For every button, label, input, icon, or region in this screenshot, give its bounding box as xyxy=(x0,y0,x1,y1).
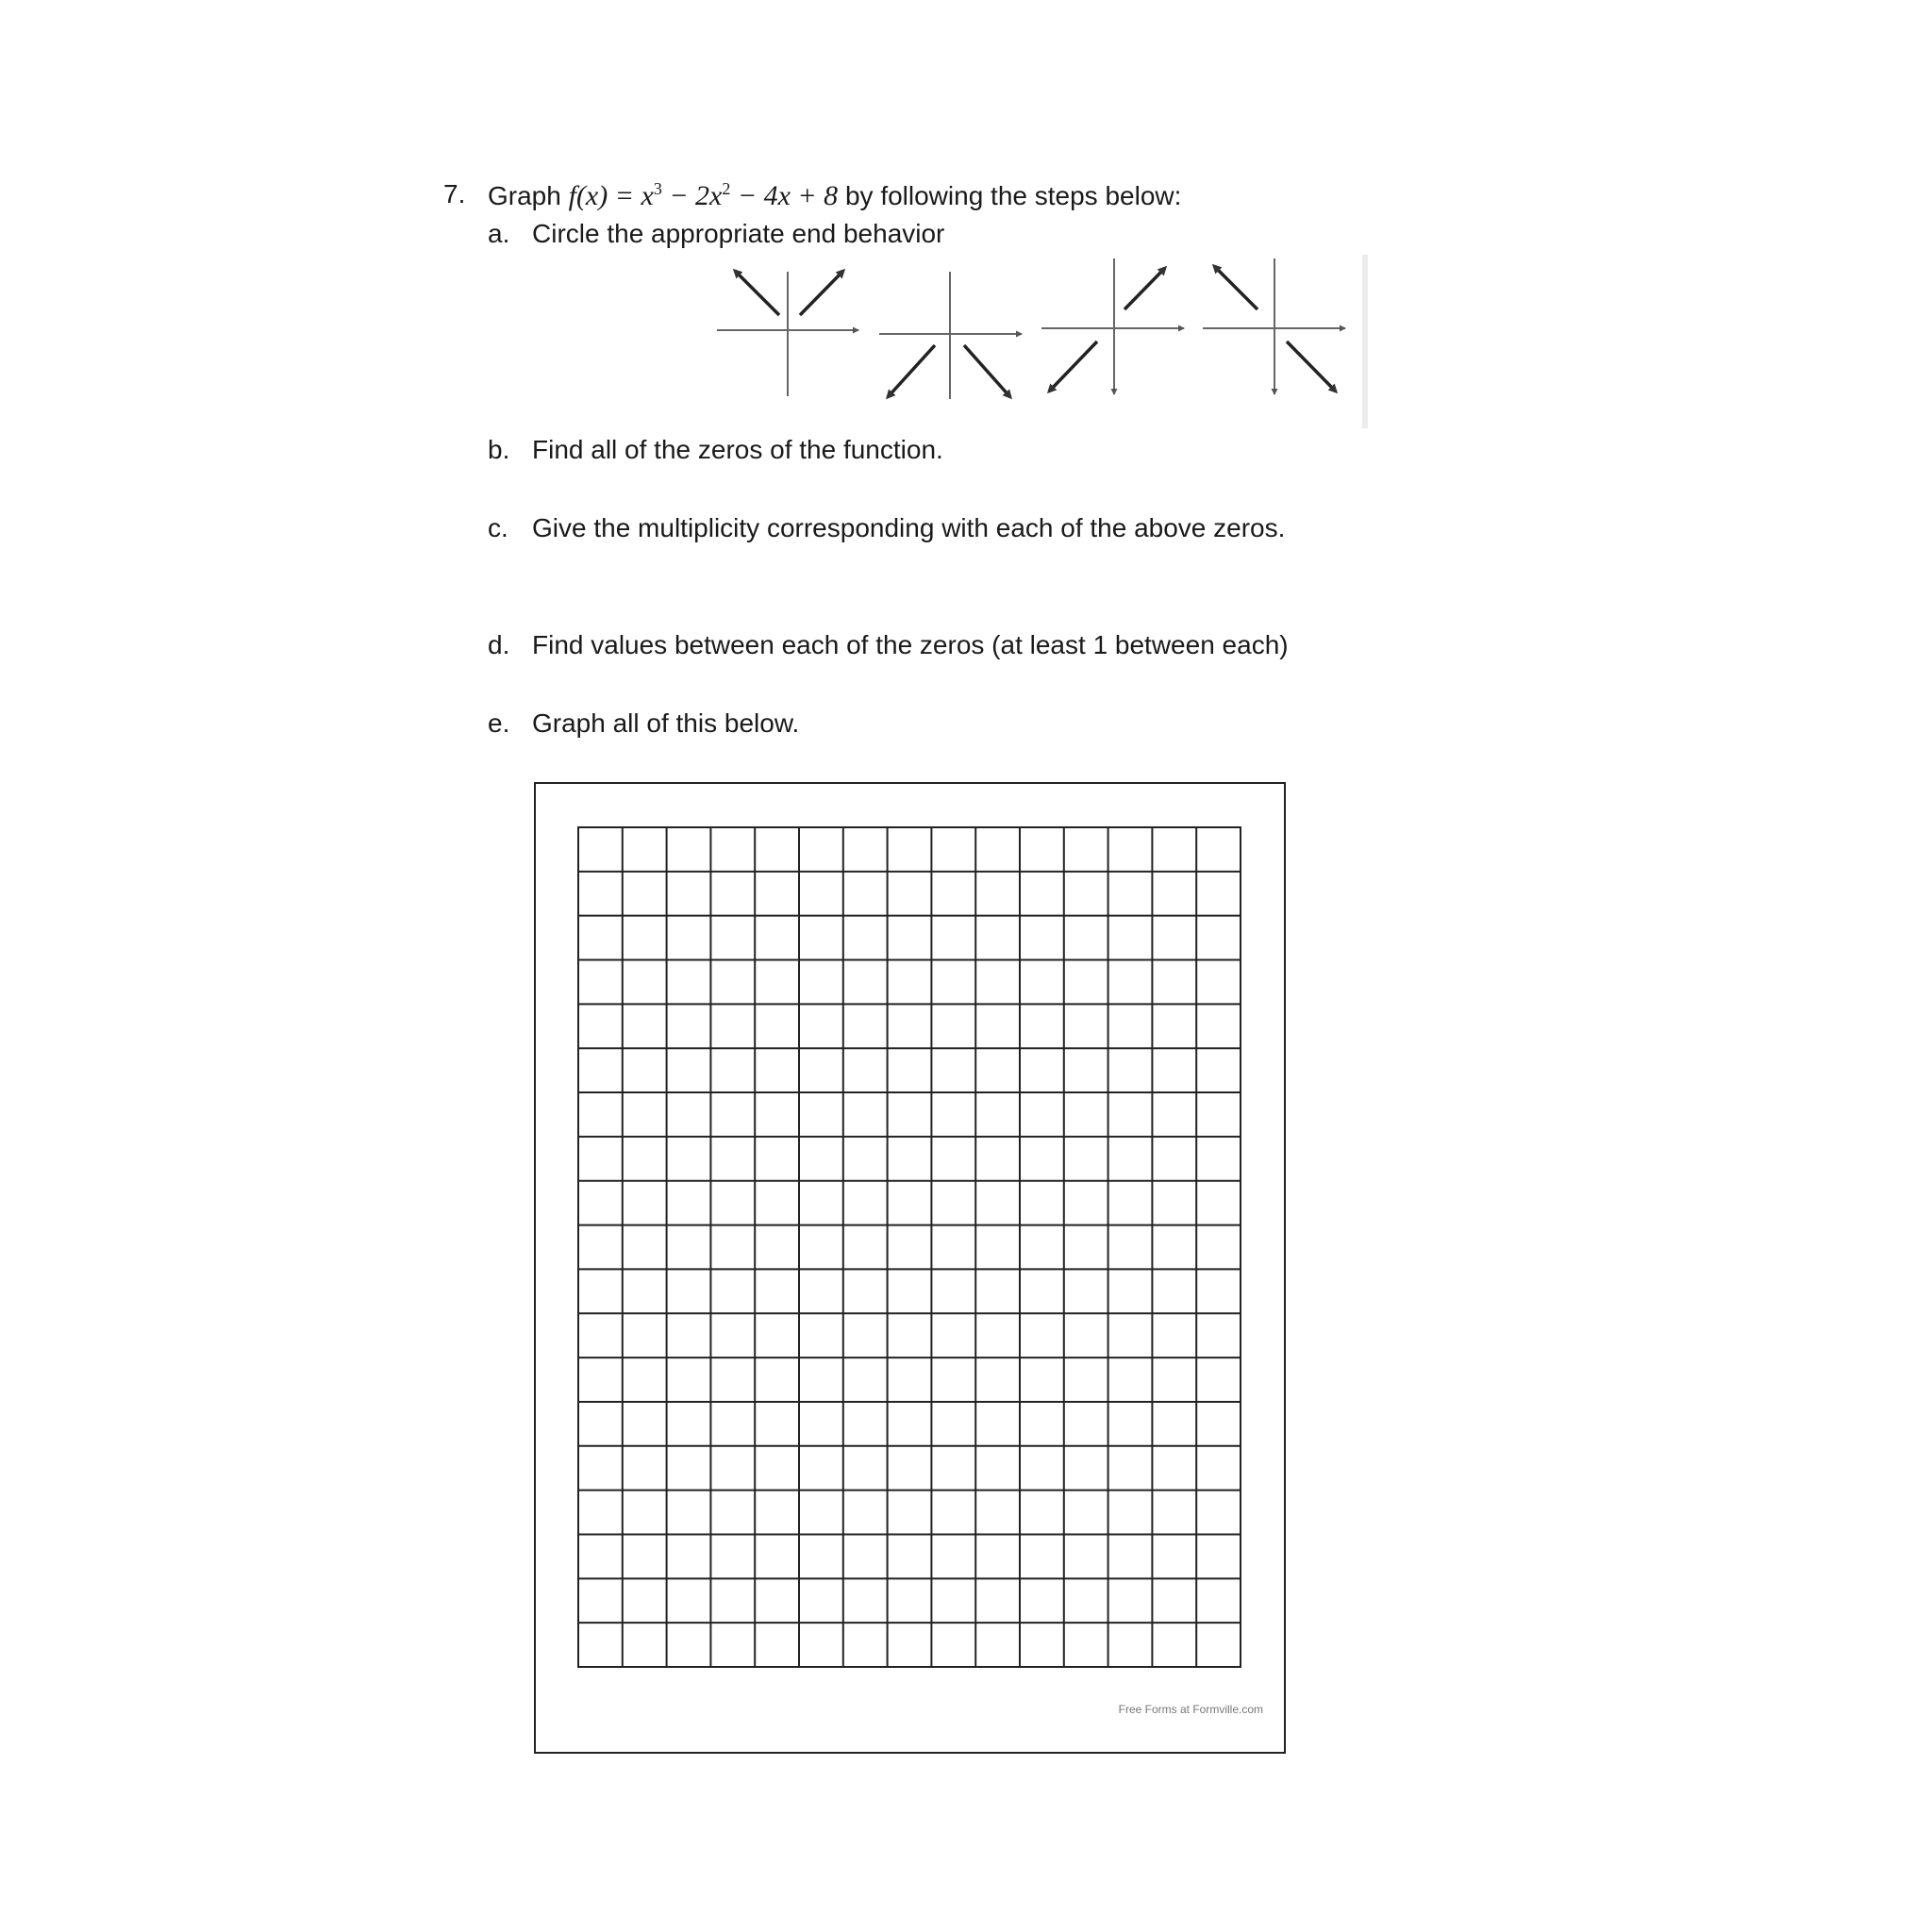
question-text xyxy=(488,179,1181,212)
step-text: Find all of the zeros of the function. xyxy=(532,435,943,464)
graph-grid[interactable] xyxy=(577,826,1241,1668)
end-behavior-option-2[interactable] xyxy=(879,272,1022,399)
step-label: b. xyxy=(488,435,510,464)
question-number: 7. xyxy=(443,179,466,208)
step-label: c. xyxy=(488,513,508,542)
step-text: Find values between each of the zeros (at least 1 between each) xyxy=(532,630,1289,659)
watermark: Free Forms at Formville.com xyxy=(1118,1703,1263,1716)
end-behavior-option-3[interactable] xyxy=(1041,258,1184,394)
question-suffix: by following the steps below: xyxy=(844,181,1182,210)
end-behavior-option-1[interactable] xyxy=(717,271,858,396)
step-text: Graph all of this below. xyxy=(532,708,800,738)
step-label: e. xyxy=(488,708,510,738)
step-label: a. xyxy=(488,219,510,248)
step-text: Circle the appropriate end behavior xyxy=(532,219,945,248)
function-expression: $f(x) = x^3 - 2x^2 - 4x + 8$ xyxy=(568,179,839,211)
end-behavior-options xyxy=(717,253,1368,430)
step-text: Give the multiplicity corresponding with each of the above zeros. xyxy=(532,513,1286,542)
graph-paper-frame xyxy=(534,782,1286,1754)
end-behavior-option-4[interactable] xyxy=(1203,258,1345,394)
step-label: d. xyxy=(488,630,510,659)
question-prefix: Graph xyxy=(488,181,561,210)
